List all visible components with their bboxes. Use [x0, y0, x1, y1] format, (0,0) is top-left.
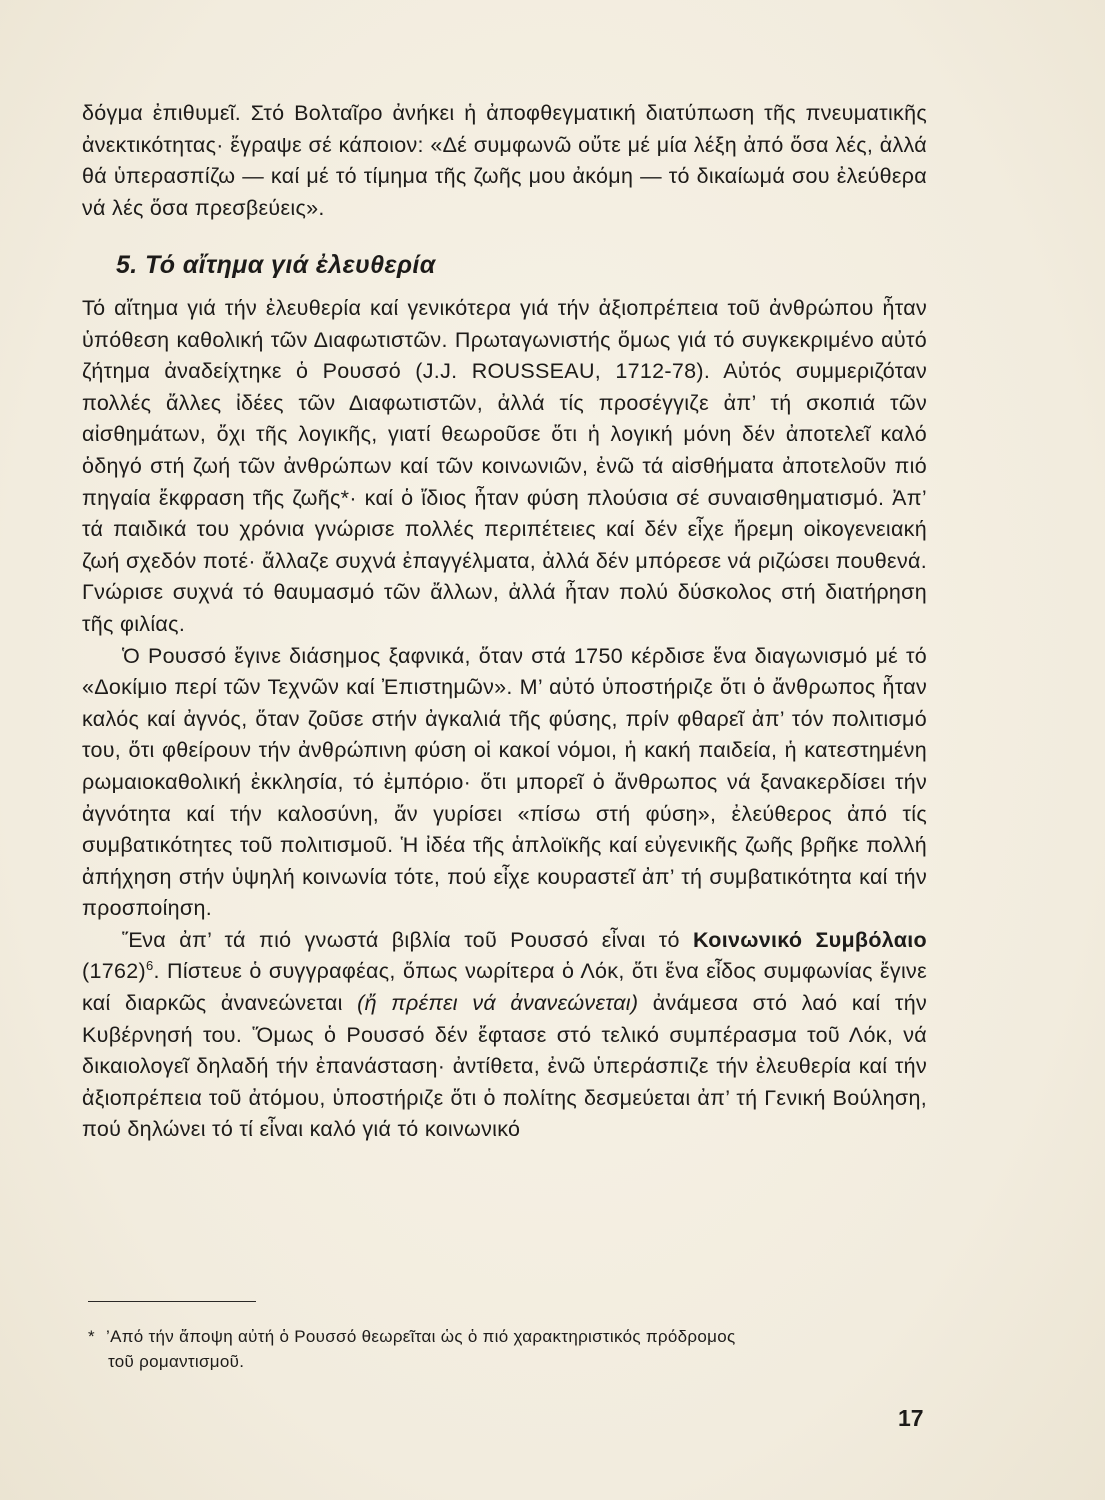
paragraph-social-contract	[82, 925, 927, 1146]
paragraph-rousseau-fame: Ὁ Ρουσσό ἔγινε διάσημος ξαφνικά, ὅταν στά 1750 κέρδισε ἕνα διαγωνισμό μέ τό «Δοκίμιο περί τῶν Τεχνῶν καί Ἐπιστημῶν». Μ’ αὐτό ὑποστήριζε ὅτι ὁ ἄνθρωπος ἦταν καλός καί ἀγνός, ὅταν ζοῦσε στήν ἀγκαλιά τῆς φύσης, πρίν φθαρεῖ ἀπ’ τόν πολιτισμό του, ὅτι φθείρουν τήν ἀνθρώπινη φύση οἱ κακοί νόμοι, ἡ κακή παιδεία, ἡ κατεστημένη ρωμαιοκαθολική ἐκκλησία, τό ἐμπόριο· ὅτι μπορεῖ ὁ ἄνθρωπος νά ξανακερδίσει τήν ἀγνότητα καί τήν καλοσύνη, ἄν γυρίσει «πίσω στή φύση», ἐλεύθερος ἀπό τίς συμβατικότητες τοῦ πολιτισμοῦ. Ἡ ἰδέα τῆς ἁπλοϊκῆς καί εὐγενικῆς ζωῆς βρῆκε πολλή ἀπήχηση στήν ὑψηλή κοινωνία τότε, πού εἶχε κουραστεῖ ἀπ’ τή συμβατικότητα καί τήν προσποίηση.	[82, 643, 927, 921]
social-contract-text-2: (1762)	[82, 959, 146, 984]
footnote-marker: *	[88, 1327, 95, 1346]
social-contract-text-4: ἀνάμεσα στό λαό καί τήν Κυβέρνησή του. Ὅμως ὁ Ρουσσό δέν ἔφτασε στό τελικό συμπέρασμα τοῦ Λόκ, νά δικαιολογεῖ δηλαδή τήν ἐπανάσταση· ἀντίθετα, ἐνῶ ὑπεράσπιζε τήν ἐλευθερία καί τήν ἀξιοπρέπεια τοῦ ἀτόμου, ὑποστήριζε ὅτι ὁ πολίτης δεσμεύεται ἀπ’ τή Γενική Βούληση, πού δηλώνει τό τί εἶναι καλό γιά τό κοινωνικό	[82, 991, 928, 1142]
social-contract-text-3: . Πίστευε ὁ συγγραφέας, ὅπως νωρίτερα ὁ Λόκ, ὅτι ἕνα εἶδος συμφωνίας ἔγινε καί διαρκῶς ἀνανεώνεται	[82, 959, 927, 1016]
paragraph-freedom-demand: Τό αἴτημα γιά τήν ἐλευθερία καί γενικότερα γιά τήν ἀξιοπρέπεια τοῦ ἀνθρώπου ἦταν ὑπόθεση καθολική τῶν Διαφωτιστῶν. Πρωταγωνιστής ὅμως γιά τό συγκεκριμένο αὐτό ζήτημα ἀναδείχτηκε ὁ Ρουσσό (J.J. ROUSSEAU, 1712-78). Αὐτός συμμεριζόταν πολλές ἄλλες ἰδέες τῶν Διαφωτιστῶν, ἀλλά τίς προσέγγιζε ἀπ’ τή σκοπιά τῶν αἰσθημάτων, ὄχι τῆς λογικῆς, γιατί θεωροῦσε ὅτι ἡ λογική μόνη δέν ἀποτελεῖ καλό ὁδηγό στή ζωή τῶν ἀνθρώπων καί τῶν κοινωνιῶν, ἐνῶ τά αἰσθήματα ἀποτελοῦν πιό πηγαία ἔκφραση τῆς ζωῆς*· καί ὁ ἴδιος ἦταν φύση πλούσια σέ συναισθηματισμό. Ἀπ’ τά παιδικά του χρόνια γνώρισε πολλές περιπέτειες καί δέν εἶχε ἤρεμη οἰκογενειακή ζωή σχεδόν ποτέ· ἄλλαζε συχνά ἐπαγγέλματα, ἀλλά δέν μπόρεσε νά ριζώσει πουθενά. Γνώρισε συχνά τό θαυμασμό τῶν ἄλλων, ἀλλά ἦταν πολύ δύσκολος στή διατήρηση τῆς φιλίας.	[82, 296, 927, 636]
footnote-reference: 6	[145, 958, 154, 974]
section-heading: 5. Τό αἴτημα γιά ἐλευθερία	[116, 251, 436, 279]
social-contract-title: Κοινωνικό Συμβόλαιο	[692, 927, 927, 952]
page-number: 17	[898, 1405, 924, 1431]
social-contract-text-1: Ἕνα ἀπ’ τά πιό γνωστά βιβλία τοῦ Ρουσσό εἶναι τό	[122, 927, 693, 952]
footnote	[88, 1324, 928, 1374]
footnote-divider	[88, 1301, 256, 1302]
footnote-line-2: τοῦ ρομαντισμοῦ.	[108, 1352, 245, 1371]
section-body	[82, 293, 927, 1146]
social-contract-italic: (ἤ πρέπει νά ἀνανεώνεται)	[357, 991, 639, 1016]
footnote-line-1: ’Από τήν ἄποψη αὐτή ὁ Ρουσσό θεωρεῖται ὡς ὁ πιό χαρακτηριστικός πρόδρομος	[106, 1327, 736, 1346]
top-paragraph: δόγμα ἐπιθυμεῖ. Στό Βολταῖρο ἀνήκει ἡ ἀποφθεγματική διατύπωση τῆς πνευματικῆς ἀνεκτικότητας· ἔγραψε σέ κάποιον: «Δέ συμφωνῶ οὔτε μέ μία λέξη ἀπό ὅσα λές, ἀλλά θά ὑπερασπίζω — καί μέ τό τίμημα τῆς ζωῆς μου ἀκόμη — τό δικαίωμά σου ἐλεύθερα νά λές ὅσα πρεσβεύεις».	[82, 101, 927, 220]
